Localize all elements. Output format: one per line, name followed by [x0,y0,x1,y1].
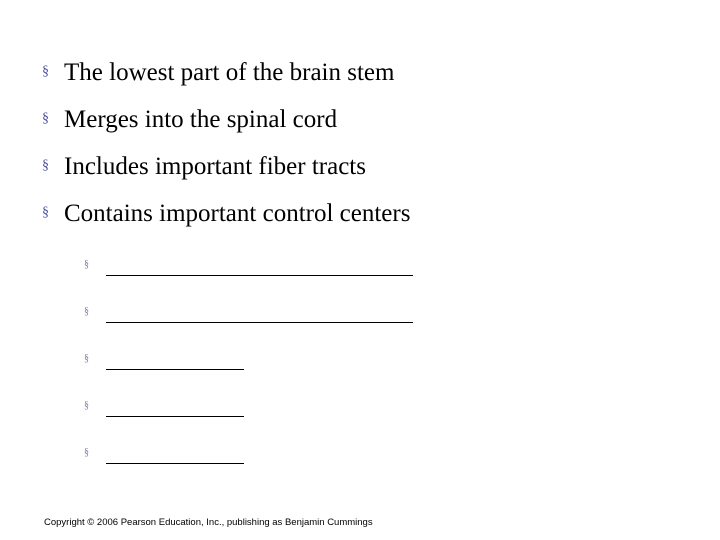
sub-bullet-item [84,387,244,417]
sub-bullet-item [84,293,413,323]
fill-in-blank [106,300,413,323]
bullet-text: Contains important control centers [64,200,411,227]
fill-in-blank [106,347,244,370]
bullet-text: The lowest part of the brain stem [64,59,395,86]
fill-in-blank [106,441,244,464]
fill-in-blank [106,253,413,276]
sub-bullet-marker-icon: § [84,353,89,364]
bullet-item [42,152,366,182]
bullet-item [42,105,337,135]
bullet-marker-icon: § [42,158,49,173]
bullet-marker-icon: § [42,64,49,79]
sub-bullet-marker-icon: § [84,306,89,317]
sub-bullet-item [84,246,413,276]
sub-bullet-item [84,340,244,370]
bullet-marker-icon: § [42,111,49,126]
bullet-text: Merges into the spinal cord [64,106,338,133]
sub-bullet-marker-icon: § [84,259,89,270]
fill-in-blank [106,394,244,417]
sub-bullet-marker-icon: § [84,447,89,458]
sub-bullet-item [84,434,244,464]
bullet-marker-icon: § [42,205,49,220]
bullet-text: Includes important fiber tracts [64,153,366,180]
copyright-footer: Copyright © 2006 Pearson Education, Inc., publishing as Benjamin Cummings [44,517,373,528]
sub-bullet-marker-icon: § [84,400,89,411]
bullet-item [42,58,394,88]
bullet-item [42,199,410,229]
